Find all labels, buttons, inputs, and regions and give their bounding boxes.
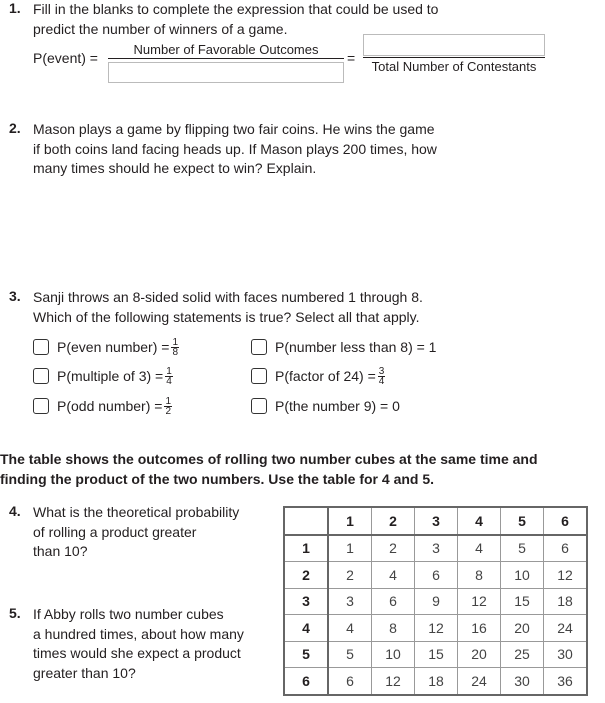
- table-row: [284, 588, 587, 615]
- q1-lhs: P(event) =: [33, 50, 98, 66]
- q3-option[interactable]: [251, 366, 385, 386]
- table-header-cell: 3: [415, 507, 458, 535]
- table-header-cell: 1: [284, 535, 328, 562]
- table-header-cell: 6: [284, 668, 328, 695]
- table-cell: 3: [328, 588, 372, 615]
- table-cell: 36: [544, 668, 588, 695]
- q3-option[interactable]: [33, 337, 179, 357]
- table-cell: 5: [501, 535, 544, 562]
- q2-line: Mason plays a game by flipping two fair coins. He wins the game: [33, 121, 435, 137]
- frac-num: 3: [378, 365, 385, 377]
- fraction: [378, 367, 386, 386]
- q5-line: times would she expect a product: [33, 645, 241, 661]
- product-table: [283, 506, 588, 696]
- fraction: [165, 367, 173, 386]
- q1-numerator: Number of Favorable Outcomes: [108, 42, 344, 59]
- frac-num: 1: [165, 395, 172, 407]
- frac-num: 1: [166, 365, 172, 377]
- q2-text: [33, 120, 437, 179]
- q4-text: [33, 503, 239, 562]
- q4-line: than 10?: [33, 543, 88, 559]
- table-header-cell: 4: [284, 615, 328, 642]
- table-row: [284, 668, 587, 695]
- table-header-cell: 2: [284, 562, 328, 589]
- table-row: [284, 535, 587, 562]
- option-text: P(multiple of 3) =: [57, 368, 164, 384]
- table-cell: 6: [415, 562, 458, 589]
- frac-den: 4: [166, 375, 172, 387]
- q5-line: greater than 10?: [33, 664, 136, 681]
- fraction: [164, 397, 172, 416]
- option-text: P(odd number) =: [57, 398, 163, 414]
- q2-number: 2.: [9, 120, 21, 136]
- frac-num: 1: [172, 336, 179, 348]
- table-cell: 2: [328, 562, 372, 589]
- table-cell: 18: [544, 588, 588, 615]
- table-header-cell: 2: [372, 507, 415, 535]
- table-cell: 3: [415, 535, 458, 562]
- q3-line: Which of the following statements is true? Select all that apply.: [33, 308, 420, 325]
- table-row: [284, 507, 587, 535]
- q5-line: If Abby rolls two number cubes: [33, 606, 224, 622]
- q3-line: Sanji throws an 8-sided solid with faces numbered 1 through 8.: [33, 289, 423, 305]
- table-header-cell: 5: [284, 641, 328, 668]
- table-cell: 10: [501, 562, 544, 589]
- table-cell: 12: [372, 668, 415, 695]
- checkbox[interactable]: [251, 339, 267, 355]
- table-row: [284, 615, 587, 642]
- table-intro: [0, 450, 538, 489]
- table-cell: 25: [501, 641, 544, 668]
- table-cell: 6: [544, 535, 588, 562]
- table-header-cell: [284, 507, 328, 535]
- checkbox[interactable]: [33, 339, 49, 355]
- table-cell: 30: [544, 641, 588, 668]
- checkbox[interactable]: [251, 398, 267, 414]
- table-cell: 1: [328, 535, 372, 562]
- frac-den: 2: [165, 405, 172, 417]
- table-cell: 24: [544, 615, 588, 642]
- table-cell: 2: [372, 535, 415, 562]
- table-cell: 8: [458, 562, 501, 589]
- intro-line: finding the product of the two numbers. Use the table for 4 and 5.: [0, 470, 435, 487]
- table-cell: 6: [372, 588, 415, 615]
- table-header-cell: 6: [544, 507, 588, 535]
- q1-number: 1.: [9, 0, 21, 16]
- q3-number: 3.: [9, 288, 21, 304]
- option-text: P(the number 9) = 0: [275, 398, 400, 414]
- q5-line: a hundred times, about how many: [33, 625, 244, 642]
- q3-option[interactable]: [33, 366, 173, 386]
- q3-option[interactable]: [251, 396, 400, 416]
- table-cell: 12: [544, 562, 588, 589]
- table-cell: 6: [328, 668, 372, 695]
- table-cell: 4: [372, 562, 415, 589]
- q4-line: What is the theoretical probability: [33, 504, 240, 520]
- table-cell: 15: [415, 641, 458, 668]
- table-cell: 5: [328, 641, 372, 668]
- table-header-cell: 5: [501, 507, 544, 535]
- q5-number: 5.: [9, 605, 21, 621]
- frac-den: 4: [378, 375, 385, 387]
- q1-numerator-input[interactable]: [363, 34, 545, 56]
- table-header-cell: 1: [328, 507, 372, 535]
- table-cell: 10: [372, 641, 415, 668]
- table-header-cell: 4: [458, 507, 501, 535]
- fraction: [171, 338, 179, 357]
- checkbox[interactable]: [33, 368, 49, 384]
- table-cell: 16: [458, 615, 501, 642]
- q4-number: 4.: [9, 503, 21, 519]
- q1-line: predict the number of winners of a game.: [33, 20, 288, 37]
- table-cell: 15: [501, 588, 544, 615]
- intro-line: The table shows the outcomes of rolling two number cubes at the same time and: [0, 451, 538, 467]
- q1-equals: =: [347, 50, 356, 66]
- q3-text: [33, 288, 423, 327]
- q2-line: if both coins land facing heads up. If Mason plays 200 times, how: [33, 140, 437, 157]
- table-cell: 24: [458, 668, 501, 695]
- table-cell: 12: [415, 615, 458, 642]
- q1-denominator-input[interactable]: [108, 62, 344, 83]
- checkbox[interactable]: [251, 368, 267, 384]
- table-cell: 4: [328, 615, 372, 642]
- q1-line: Fill in the blanks to complete the expression that could be used to: [33, 1, 439, 17]
- table-cell: 8: [372, 615, 415, 642]
- q4-line: of rolling a product greater: [33, 523, 197, 540]
- option-text: P(number less than 8) = 1: [275, 339, 437, 355]
- option-text: P(factor of 24) =: [275, 368, 376, 384]
- table-cell: 20: [458, 641, 501, 668]
- q3-option[interactable]: [33, 396, 172, 416]
- q2-line: many times should he expect to win? Explain.: [33, 160, 317, 176]
- q5-text: [33, 605, 244, 683]
- table-cell: 18: [415, 668, 458, 695]
- table-row: [284, 562, 587, 589]
- q3-option[interactable]: [251, 337, 436, 357]
- table-row: [284, 641, 587, 668]
- checkbox[interactable]: [33, 398, 49, 414]
- table-cell: 20: [501, 615, 544, 642]
- frac-den: 8: [172, 346, 179, 358]
- option-text: P(even number) =: [57, 339, 170, 355]
- table-cell: 12: [458, 588, 501, 615]
- table-cell: 30: [501, 668, 544, 695]
- q1-denominator: Total Number of Contestants: [363, 57, 545, 74]
- table-cell: 9: [415, 588, 458, 615]
- table-cell: 4: [458, 535, 501, 562]
- table-header-cell: 3: [284, 588, 328, 615]
